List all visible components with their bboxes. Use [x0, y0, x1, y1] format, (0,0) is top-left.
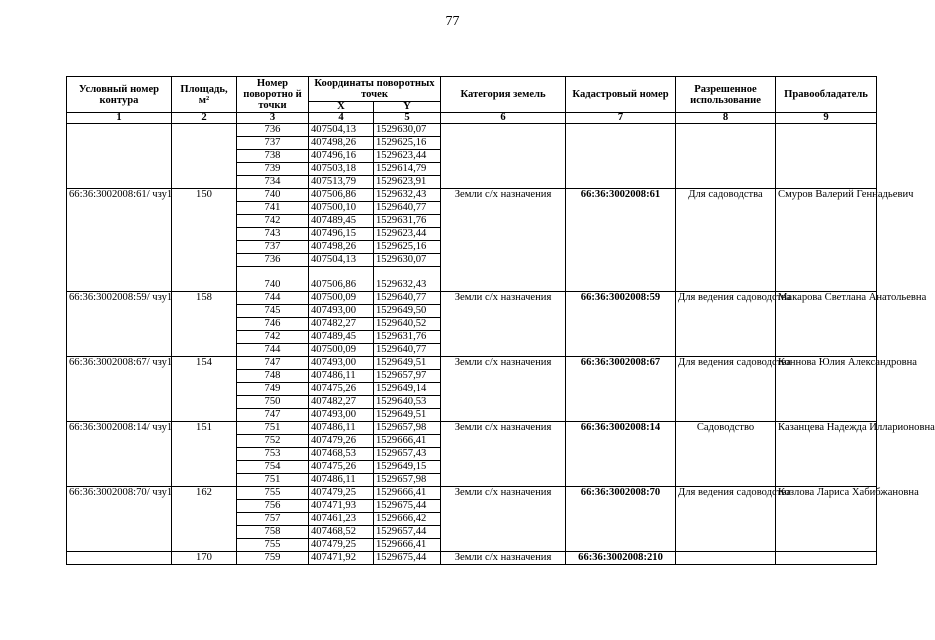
point-number-cell: 743 — [237, 228, 309, 241]
point-number-cell: 739 — [237, 163, 309, 176]
x-coordinate-cell: 407482,27 — [309, 318, 374, 331]
cadastral-cell: 66:36:3002008:14 — [566, 422, 676, 487]
x-coordinate-cell: 407479,25 — [309, 539, 374, 552]
contour-cell: 66:36:3002008:14/ чзу1 — [67, 422, 172, 487]
contour-cell: 66:36:3002008:59/ чзу1 — [67, 292, 172, 357]
x-coordinate-cell: 407498,26 — [309, 137, 374, 150]
y-coordinate-cell: 1529640,77 — [374, 292, 441, 305]
x-coordinate-cell: 407493,00 — [309, 409, 374, 422]
header-num-6: 6 — [441, 113, 566, 124]
header-num-1: 1 — [67, 113, 172, 124]
x-coordinate-cell: 407486,11 — [309, 370, 374, 383]
owner-cell: Макарова Светлана Анатольевна — [776, 292, 877, 357]
point-number-cell: 755 — [237, 539, 309, 552]
header-num-4: 4 — [309, 113, 374, 124]
permitted-use-cell: Садоводство — [676, 422, 776, 487]
x-coordinate-cell: 407503,18 — [309, 163, 374, 176]
table-row — [67, 422, 877, 435]
y-coordinate-cell: 1529649,15 — [374, 461, 441, 474]
y-coordinate-cell: 1529657,97 — [374, 370, 441, 383]
point-number-cell: 738 — [237, 150, 309, 163]
point-number-cell: 750 — [237, 396, 309, 409]
y-coordinate-cell: 1529640,77 — [374, 202, 441, 215]
y-coordinate-cell: 1529631,76 — [374, 215, 441, 228]
point-number-cell: 736 — [237, 124, 309, 137]
permitted-use-cell: Для ведения садоводства — [676, 357, 776, 422]
header-cadastral: Кадастровый номер — [566, 77, 676, 113]
point-number-cell: 748 — [237, 370, 309, 383]
y-coordinate-cell: 1529640,77 — [374, 344, 441, 357]
category-cell: Земли с/х назначения — [441, 189, 566, 292]
land-plots-table — [66, 76, 935, 565]
y-coordinate-cell: 1529666,41 — [374, 539, 441, 552]
header-owner: Правообладатель — [776, 77, 877, 113]
y-coordinate-cell: 1529630,07 — [374, 254, 441, 267]
y-coordinate-cell: 1529623,91 — [374, 176, 441, 189]
y-coordinate-cell: 1529649,14 — [374, 383, 441, 396]
header-num-7: 7 — [566, 113, 676, 124]
cadastral-cell — [566, 124, 676, 189]
point-number-cell: 747 — [237, 409, 309, 422]
y-coordinate-cell: 1529614,79 — [374, 163, 441, 176]
table-row — [67, 552, 877, 565]
area-cell — [172, 124, 237, 189]
category-cell — [441, 124, 566, 189]
x-coordinate-cell: 407496,15 — [309, 228, 374, 241]
point-number-cell: 757 — [237, 513, 309, 526]
header-contour: Условный номер контура — [67, 77, 172, 113]
category-cell: Земли с/х назначения — [441, 292, 566, 357]
area-cell: 151 — [172, 422, 237, 487]
point-number-cell: 740 — [237, 267, 309, 292]
header-num-9: 9 — [776, 113, 877, 124]
cadastral-cell: 66:36:3002008:67 — [566, 357, 676, 422]
category-cell: Земли с/х назначения — [441, 552, 566, 565]
x-coordinate-cell: 407500,09 — [309, 292, 374, 305]
point-number-cell: 751 — [237, 474, 309, 487]
x-coordinate-cell: 407489,45 — [309, 331, 374, 344]
header-num-5: 5 — [374, 113, 441, 124]
header-coordinates: Координаты поворотных точек — [309, 77, 441, 102]
point-number-cell: 756 — [237, 500, 309, 513]
point-number-cell: 751 — [237, 422, 309, 435]
x-coordinate-cell: 407489,45 — [309, 215, 374, 228]
y-coordinate-cell: 1529649,51 — [374, 357, 441, 370]
point-number-cell: 755 — [237, 487, 309, 500]
contour-cell — [67, 552, 172, 565]
x-coordinate-cell: 407500,09 — [309, 344, 374, 357]
area-cell: 170 — [172, 552, 237, 565]
point-number-cell: 736 — [237, 254, 309, 267]
y-coordinate-cell: 1529630,07 — [374, 124, 441, 137]
point-number-cell: 742 — [237, 331, 309, 344]
category-cell: Земли с/х назначения — [441, 487, 566, 552]
point-number-cell: 734 — [237, 176, 309, 189]
x-coordinate-cell: 407493,00 — [309, 305, 374, 318]
contour-cell: 66:36:3002008:61/ чзу1 — [67, 189, 172, 292]
x-coordinate-cell: 407479,26 — [309, 435, 374, 448]
y-coordinate-cell: 1529623,44 — [374, 150, 441, 163]
cadastral-cell: 66:36:3002008:61 — [566, 189, 676, 292]
contour-cell: 66:36:3002008:67/ чзу1 — [67, 357, 172, 422]
contour-cell — [67, 124, 172, 189]
y-coordinate-cell: 1529657,98 — [374, 422, 441, 435]
x-coordinate-cell: 407486,11 — [309, 422, 374, 435]
table-row — [67, 487, 877, 500]
permitted-use-cell: Для садоводства — [676, 189, 776, 292]
point-number-cell: 753 — [237, 448, 309, 461]
point-number-cell: 742 — [237, 215, 309, 228]
x-coordinate-cell: 407498,26 — [309, 241, 374, 254]
y-coordinate-cell: 1529666,42 — [374, 513, 441, 526]
point-number-cell: 749 — [237, 383, 309, 396]
table-row — [67, 189, 877, 202]
area-cell: 158 — [172, 292, 237, 357]
x-coordinate-cell: 407506,86 — [309, 189, 374, 202]
header-point-number: Номер поворотно й точки — [237, 77, 309, 113]
header-area: Площадь, м² — [172, 77, 237, 113]
permitted-use-cell — [676, 552, 776, 565]
y-coordinate-cell: 1529657,44 — [374, 526, 441, 539]
x-coordinate-cell: 407496,16 — [309, 150, 374, 163]
x-coordinate-cell: 407468,53 — [309, 448, 374, 461]
y-coordinate-cell: 1529666,41 — [374, 435, 441, 448]
y-coordinate-cell: 1529632,43 — [374, 267, 441, 292]
table-row — [67, 124, 877, 137]
point-number-cell: 758 — [237, 526, 309, 539]
category-cell: Земли с/х назначения — [441, 422, 566, 487]
point-number-cell: 759 — [237, 552, 309, 565]
point-number-cell: 741 — [237, 202, 309, 215]
x-coordinate-cell: 407475,26 — [309, 383, 374, 396]
permitted-use-cell: Для ведения садоводства — [676, 487, 776, 552]
y-coordinate-cell: 1529623,44 — [374, 228, 441, 241]
owner-cell: Козлова Лариса Хабибжановна — [776, 487, 877, 552]
y-coordinate-cell: 1529640,52 — [374, 318, 441, 331]
point-number-cell: 745 — [237, 305, 309, 318]
x-coordinate-cell: 407475,26 — [309, 461, 374, 474]
category-cell: Земли с/х назначения — [441, 357, 566, 422]
x-coordinate-cell: 407461,23 — [309, 513, 374, 526]
y-coordinate-cell: 1529675,44 — [374, 552, 441, 565]
x-coordinate-cell: 407493,00 — [309, 357, 374, 370]
owner-cell — [776, 124, 877, 189]
owner-cell: Казанцева Надежда Илларионовна — [776, 422, 877, 487]
header-x: X — [309, 102, 374, 113]
cadastral-cell: 66:36:3002008:70 — [566, 487, 676, 552]
header-num-2: 2 — [172, 113, 237, 124]
page-number: 77 — [445, 14, 460, 29]
area-cell: 150 — [172, 189, 237, 292]
cadastral-cell: 66:36:3002008:59 — [566, 292, 676, 357]
point-number-cell: 754 — [237, 461, 309, 474]
x-coordinate-cell: 407506,86 — [309, 267, 374, 292]
point-number-cell: 752 — [237, 435, 309, 448]
header-y: Y — [374, 102, 441, 113]
point-number-cell: 744 — [237, 292, 309, 305]
cadastral-cell: 66:36:3002008:210 — [566, 552, 676, 565]
y-coordinate-cell: 1529632,43 — [374, 189, 441, 202]
area-cell: 154 — [172, 357, 237, 422]
table-body — [67, 124, 935, 565]
x-coordinate-cell: 407513,79 — [309, 176, 374, 189]
permitted-use-cell: Для ведения садоводства — [676, 292, 776, 357]
y-coordinate-cell: 1529631,76 — [374, 331, 441, 344]
point-number-cell: 737 — [237, 137, 309, 150]
x-coordinate-cell: 407471,92 — [309, 552, 374, 565]
x-coordinate-cell: 407504,13 — [309, 254, 374, 267]
header-num-3: 3 — [237, 113, 309, 124]
y-coordinate-cell: 1529640,53 — [374, 396, 441, 409]
x-coordinate-cell: 407500,10 — [309, 202, 374, 215]
owner-cell: Смуров Валерий Геннадьевич — [776, 189, 877, 292]
table-row — [67, 292, 877, 305]
point-number-cell: 737 — [237, 241, 309, 254]
point-number-cell: 740 — [237, 189, 309, 202]
y-coordinate-cell: 1529657,98 — [374, 474, 441, 487]
table-row — [67, 357, 877, 370]
x-coordinate-cell: 407479,25 — [309, 487, 374, 500]
y-coordinate-cell: 1529675,44 — [374, 500, 441, 513]
x-coordinate-cell: 407471,93 — [309, 500, 374, 513]
x-coordinate-cell: 407486,11 — [309, 474, 374, 487]
header-num-8: 8 — [676, 113, 776, 124]
y-coordinate-cell: 1529649,50 — [374, 305, 441, 318]
x-coordinate-cell: 407504,13 — [309, 124, 374, 137]
point-number-cell: 744 — [237, 344, 309, 357]
point-number-cell: 746 — [237, 318, 309, 331]
y-coordinate-cell: 1529625,16 — [374, 137, 441, 150]
owner-cell: Коннова Юлия Александровна — [776, 357, 877, 422]
y-coordinate-cell: 1529625,16 — [374, 241, 441, 254]
y-coordinate-cell: 1529649,51 — [374, 409, 441, 422]
owner-cell — [776, 552, 877, 565]
permitted-use-cell — [676, 124, 776, 189]
x-coordinate-cell: 407468,52 — [309, 526, 374, 539]
point-number-cell: 747 — [237, 357, 309, 370]
header-permitted-use: Разрешенное использование — [676, 77, 776, 113]
x-coordinate-cell: 407482,27 — [309, 396, 374, 409]
header-category: Категория земель — [441, 77, 566, 113]
y-coordinate-cell: 1529657,43 — [374, 448, 441, 461]
contour-cell: 66:36:3002008:70/ чзу1 — [67, 487, 172, 552]
y-coordinate-cell: 1529666,41 — [374, 487, 441, 500]
area-cell: 162 — [172, 487, 237, 552]
